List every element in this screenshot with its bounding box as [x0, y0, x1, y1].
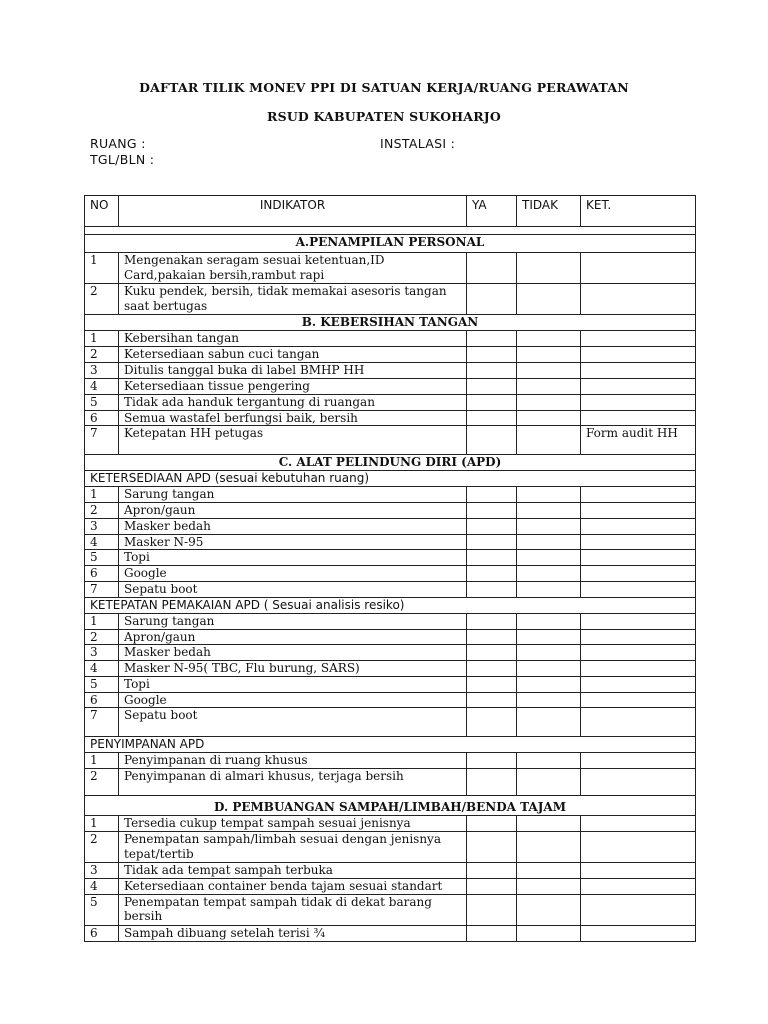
indicator-text: Sampah dibuang setelah terisi ¾: [119, 925, 467, 941]
table-row: [85, 426, 696, 455]
keterangan-cell[interactable]: [581, 347, 696, 363]
keterangan-cell[interactable]: [581, 692, 696, 708]
row-number: 6: [85, 410, 119, 426]
tidak-checkbox-cell[interactable]: [517, 581, 581, 597]
penyimpanan-apd-body: [85, 753, 696, 796]
tidak-checkbox-cell[interactable]: [517, 550, 581, 566]
indicator-text: Masker N-95( TBC, Flu burung, SARS): [119, 661, 467, 677]
keterangan-cell[interactable]: [581, 284, 696, 315]
indicator-text: Penyimpanan di ruang khusus: [119, 753, 467, 769]
indicator-text: Topi: [119, 550, 467, 566]
ya-checkbox-cell[interactable]: [467, 769, 517, 796]
indicator-text: Apron/gaun: [119, 629, 467, 645]
header-tidak: TIDAK: [517, 196, 581, 227]
keterangan-cell[interactable]: [581, 581, 696, 597]
table-row: [85, 832, 696, 863]
section-d-title: D. PEMBUANGAN SAMPAH/LIMBAH/BENDA TAJAM: [85, 796, 696, 816]
ya-checkbox-cell[interactable]: [467, 676, 517, 692]
keterangan-cell[interactable]: [581, 518, 696, 534]
row-number: 5: [85, 676, 119, 692]
keterangan-cell[interactable]: [581, 613, 696, 629]
keterangan-cell[interactable]: [581, 863, 696, 879]
indicator-text: Sepatu boot: [119, 708, 467, 737]
keterangan-cell[interactable]: [581, 363, 696, 379]
indicator-text: Topi: [119, 676, 467, 692]
keterangan-cell[interactable]: [581, 753, 696, 769]
row-number: 4: [85, 879, 119, 895]
section-a-body: [85, 253, 696, 315]
keterangan-cell[interactable]: [581, 503, 696, 519]
table-row: [85, 363, 696, 379]
spacer-row: [85, 227, 696, 235]
ya-checkbox-cell[interactable]: [467, 708, 517, 737]
ya-checkbox-cell[interactable]: [467, 581, 517, 597]
section-row: [85, 235, 696, 253]
row-number: 4: [85, 534, 119, 550]
ya-checkbox-cell[interactable]: [467, 832, 517, 863]
header-no: NO: [85, 196, 119, 227]
tidak-checkbox-cell[interactable]: [517, 863, 581, 879]
tidak-checkbox-cell[interactable]: [517, 566, 581, 582]
table-row: [85, 487, 696, 503]
table-row: [85, 661, 696, 677]
row-number: 6: [85, 925, 119, 941]
table-row: [85, 534, 696, 550]
tidak-checkbox-cell[interactable]: [517, 503, 581, 519]
indicator-text: Masker bedah: [119, 645, 467, 661]
table-row: [85, 253, 696, 284]
indicator-text: Masker N-95: [119, 534, 467, 550]
tidak-checkbox-cell[interactable]: [517, 645, 581, 661]
tidak-checkbox-cell[interactable]: [517, 753, 581, 769]
table-header-row: [85, 196, 696, 227]
ya-checkbox-cell[interactable]: [467, 629, 517, 645]
keterangan-cell[interactable]: [581, 534, 696, 550]
keterangan-cell[interactable]: [581, 566, 696, 582]
indicator-text: Sarung tangan: [119, 613, 467, 629]
row-number: 7: [85, 708, 119, 737]
section-b-body: [85, 331, 696, 455]
table-row: [85, 676, 696, 692]
instalasi-label: INSTALASI :: [380, 136, 456, 151]
ya-checkbox-cell[interactable]: [467, 613, 517, 629]
ya-checkbox-cell[interactable]: [467, 363, 517, 379]
tidak-checkbox-cell[interactable]: [517, 253, 581, 284]
indicator-text: Ditulis tanggal buka di label BMHP HH: [119, 363, 467, 379]
table-row: [85, 347, 696, 363]
keterangan-cell[interactable]: [581, 832, 696, 863]
checklist-table: [84, 195, 696, 942]
row-number: 1: [85, 816, 119, 832]
table-row: [85, 581, 696, 597]
ya-checkbox-cell[interactable]: [467, 284, 517, 315]
ya-checkbox-cell[interactable]: [467, 347, 517, 363]
keterangan-cell[interactable]: [581, 394, 696, 410]
tidak-checkbox-cell[interactable]: [517, 692, 581, 708]
tidak-checkbox-cell[interactable]: [517, 832, 581, 863]
ya-checkbox-cell[interactable]: [467, 410, 517, 426]
row-number: 1: [85, 613, 119, 629]
row-number: 6: [85, 566, 119, 582]
tidak-checkbox-cell[interactable]: [517, 925, 581, 941]
ya-checkbox-cell[interactable]: [467, 692, 517, 708]
tidak-checkbox-cell[interactable]: [517, 394, 581, 410]
keterangan-cell[interactable]: [581, 894, 696, 925]
section-b-title: B. KEBERSIHAN TANGAN: [85, 315, 696, 331]
row-number: 1: [85, 753, 119, 769]
indicator-text: Ketersediaan tissue pengering: [119, 379, 467, 395]
ketepatan-apd-body: [85, 613, 696, 737]
indicator-text: Kuku pendek, bersih, tidak memakai asesoris tangan saat bertugas: [119, 284, 467, 315]
table-row: [85, 566, 696, 582]
table-row: [85, 379, 696, 395]
keterangan-cell[interactable]: [581, 816, 696, 832]
table-row: [85, 816, 696, 832]
indicator-text: Ketersediaan sabun cuci tangan: [119, 347, 467, 363]
ya-checkbox-cell[interactable]: [467, 503, 517, 519]
row-number: 2: [85, 284, 119, 315]
indicator-text: Apron/gaun: [119, 503, 467, 519]
header-indikator: INDIKATOR: [119, 196, 467, 227]
keterangan-cell[interactable]: [581, 769, 696, 796]
section-row: [85, 796, 696, 816]
ya-checkbox-cell[interactable]: [467, 394, 517, 410]
row-number: 3: [85, 363, 119, 379]
table-row: [85, 769, 696, 796]
ya-checkbox-cell[interactable]: [467, 566, 517, 582]
keterangan-cell[interactable]: [581, 550, 696, 566]
table-row: [85, 645, 696, 661]
tidak-checkbox-cell[interactable]: [517, 284, 581, 315]
indicator-text: Tidak ada tempat sampah terbuka: [119, 863, 467, 879]
tidak-checkbox-cell[interactable]: [517, 661, 581, 677]
indicator-text: Penyimpanan di almari khusus, terjaga bersih: [119, 769, 467, 796]
subsection-row: [85, 471, 696, 487]
row-number: 1: [85, 331, 119, 347]
table-row: [85, 518, 696, 534]
row-number: 5: [85, 894, 119, 925]
row-number: 4: [85, 379, 119, 395]
ya-checkbox-cell[interactable]: [467, 925, 517, 941]
table-row: [85, 894, 696, 925]
keterangan-cell[interactable]: [581, 661, 696, 677]
section-row: [85, 315, 696, 331]
row-number: 2: [85, 769, 119, 796]
table-row: [85, 879, 696, 895]
tidak-checkbox-cell[interactable]: [517, 534, 581, 550]
keterangan-cell[interactable]: [581, 676, 696, 692]
ya-checkbox-cell[interactable]: [467, 426, 517, 455]
tidak-checkbox-cell[interactable]: [517, 518, 581, 534]
row-number: 2: [85, 629, 119, 645]
keterangan-cell[interactable]: [581, 708, 696, 737]
tidak-checkbox-cell[interactable]: [517, 379, 581, 395]
ruang-label: RUANG :: [90, 136, 146, 151]
row-number: 3: [85, 863, 119, 879]
table-row: [85, 629, 696, 645]
subsection-row: [85, 737, 696, 753]
indicator-text: Sarung tangan: [119, 487, 467, 503]
ya-checkbox-cell[interactable]: [467, 253, 517, 284]
ya-checkbox-cell[interactable]: [467, 863, 517, 879]
table-row: [85, 394, 696, 410]
row-number: 5: [85, 550, 119, 566]
section-d-body: [85, 816, 696, 942]
indicator-text: Ketersediaan container benda tajam sesuai standart: [119, 879, 467, 895]
tidak-checkbox-cell[interactable]: [517, 363, 581, 379]
keterangan-cell[interactable]: [581, 253, 696, 284]
indicator-text: Google: [119, 692, 467, 708]
table-row: [85, 550, 696, 566]
indicator-text: Mengenakan seragam sesuai ketentuan,ID Card,pakaian bersih,rambut rapi: [119, 253, 467, 284]
row-number: 1: [85, 487, 119, 503]
section-row: [85, 455, 696, 471]
tidak-checkbox-cell[interactable]: [517, 410, 581, 426]
keterangan-cell[interactable]: [581, 879, 696, 895]
ya-checkbox-cell[interactable]: [467, 534, 517, 550]
tidak-checkbox-cell[interactable]: [517, 676, 581, 692]
row-number: 7: [85, 581, 119, 597]
keterangan-cell[interactable]: [581, 629, 696, 645]
table-row: [85, 925, 696, 941]
indicator-text: Penempatan tempat sampah tidak di dekat barang bersih: [119, 894, 467, 925]
table-row: [85, 613, 696, 629]
keterangan-cell[interactable]: [581, 645, 696, 661]
row-number: 4: [85, 661, 119, 677]
keterangan-cell[interactable]: [581, 925, 696, 941]
row-number: 5: [85, 394, 119, 410]
row-number: 6: [85, 692, 119, 708]
section-c-title: C. ALAT PELINDUNG DIRI (APD): [85, 455, 696, 471]
keterangan-cell[interactable]: [581, 487, 696, 503]
tidak-checkbox-cell[interactable]: [517, 487, 581, 503]
row-number: 3: [85, 518, 119, 534]
keterangan-cell[interactable]: [581, 410, 696, 426]
tidak-checkbox-cell[interactable]: [517, 879, 581, 895]
ya-checkbox-cell[interactable]: [467, 331, 517, 347]
tidak-checkbox-cell[interactable]: [517, 894, 581, 925]
ya-checkbox-cell[interactable]: [467, 645, 517, 661]
ya-checkbox-cell[interactable]: [467, 518, 517, 534]
subsection-penyimpanan-apd: PENYIMPANAN APD: [85, 737, 696, 753]
tidak-checkbox-cell[interactable]: [517, 331, 581, 347]
ya-checkbox-cell[interactable]: [467, 487, 517, 503]
ketersediaan-apd-body: [85, 487, 696, 598]
table-row: [85, 284, 696, 315]
ya-checkbox-cell[interactable]: [467, 816, 517, 832]
row-number: 1: [85, 253, 119, 284]
tgl-bln-label: TGL/BLN :: [90, 152, 155, 167]
tidak-checkbox-cell[interactable]: [517, 708, 581, 737]
tidak-checkbox-cell[interactable]: [517, 769, 581, 796]
indicator-text: Sepatu boot: [119, 581, 467, 597]
indicator-text: Ketepatan HH petugas: [119, 426, 467, 455]
tidak-checkbox-cell[interactable]: [517, 816, 581, 832]
ya-checkbox-cell[interactable]: [467, 550, 517, 566]
subsection-row: [85, 597, 696, 613]
ya-checkbox-cell[interactable]: [467, 894, 517, 925]
row-number: 7: [85, 426, 119, 455]
table-row: [85, 503, 696, 519]
table-row: [85, 708, 696, 737]
row-number: 2: [85, 347, 119, 363]
row-number: 3: [85, 645, 119, 661]
keterangan-cell[interactable]: Form audit HH: [581, 426, 696, 455]
document-title: DAFTAR TILIK MONEV PPI DI SATUAN KERJA/RUANG PERAWATAN: [139, 80, 629, 95]
table-row: [85, 692, 696, 708]
keterangan-cell[interactable]: [581, 379, 696, 395]
indicator-text: Google: [119, 566, 467, 582]
ya-checkbox-cell[interactable]: [467, 661, 517, 677]
table-row: [85, 410, 696, 426]
subsection-ketepatan-apd: KETEPATAN PEMAKAIAN APD ( Sesuai analisis resiko): [85, 597, 696, 613]
tidak-checkbox-cell[interactable]: [517, 629, 581, 645]
indicator-text: Masker bedah: [119, 518, 467, 534]
tidak-checkbox-cell[interactable]: [517, 426, 581, 455]
tidak-checkbox-cell[interactable]: [517, 613, 581, 629]
indicator-text: Semua wastafel berfungsi baik, bersih: [119, 410, 467, 426]
indicator-text: Kebersihan tangan: [119, 331, 467, 347]
table-row: [85, 863, 696, 879]
indicator-text: Tidak ada handuk tergantung di ruangan: [119, 394, 467, 410]
table-row: [85, 331, 696, 347]
ya-checkbox-cell[interactable]: [467, 379, 517, 395]
tidak-checkbox-cell[interactable]: [517, 347, 581, 363]
ya-checkbox-cell[interactable]: [467, 753, 517, 769]
hospital-name: RSUD KABUPATEN SUKOHARJO: [267, 109, 501, 124]
ya-checkbox-cell[interactable]: [467, 879, 517, 895]
indicator-text: Tersedia cukup tempat sampah sesuai jenisnya: [119, 816, 467, 832]
keterangan-cell[interactable]: [581, 331, 696, 347]
indicator-text: Penempatan sampah/limbah sesuai dengan jenisnya tepat/tertib: [119, 832, 467, 863]
section-a-title: A.PENAMPILAN PERSONAL: [85, 235, 696, 253]
header-ket: KET.: [581, 196, 696, 227]
row-number: 2: [85, 503, 119, 519]
row-number: 2: [85, 832, 119, 863]
header-ya: YA: [467, 196, 517, 227]
subsection-ketersediaan-apd: KETERSEDIAAN APD (sesuai kebutuhan ruang): [85, 471, 696, 487]
table-row: [85, 753, 696, 769]
